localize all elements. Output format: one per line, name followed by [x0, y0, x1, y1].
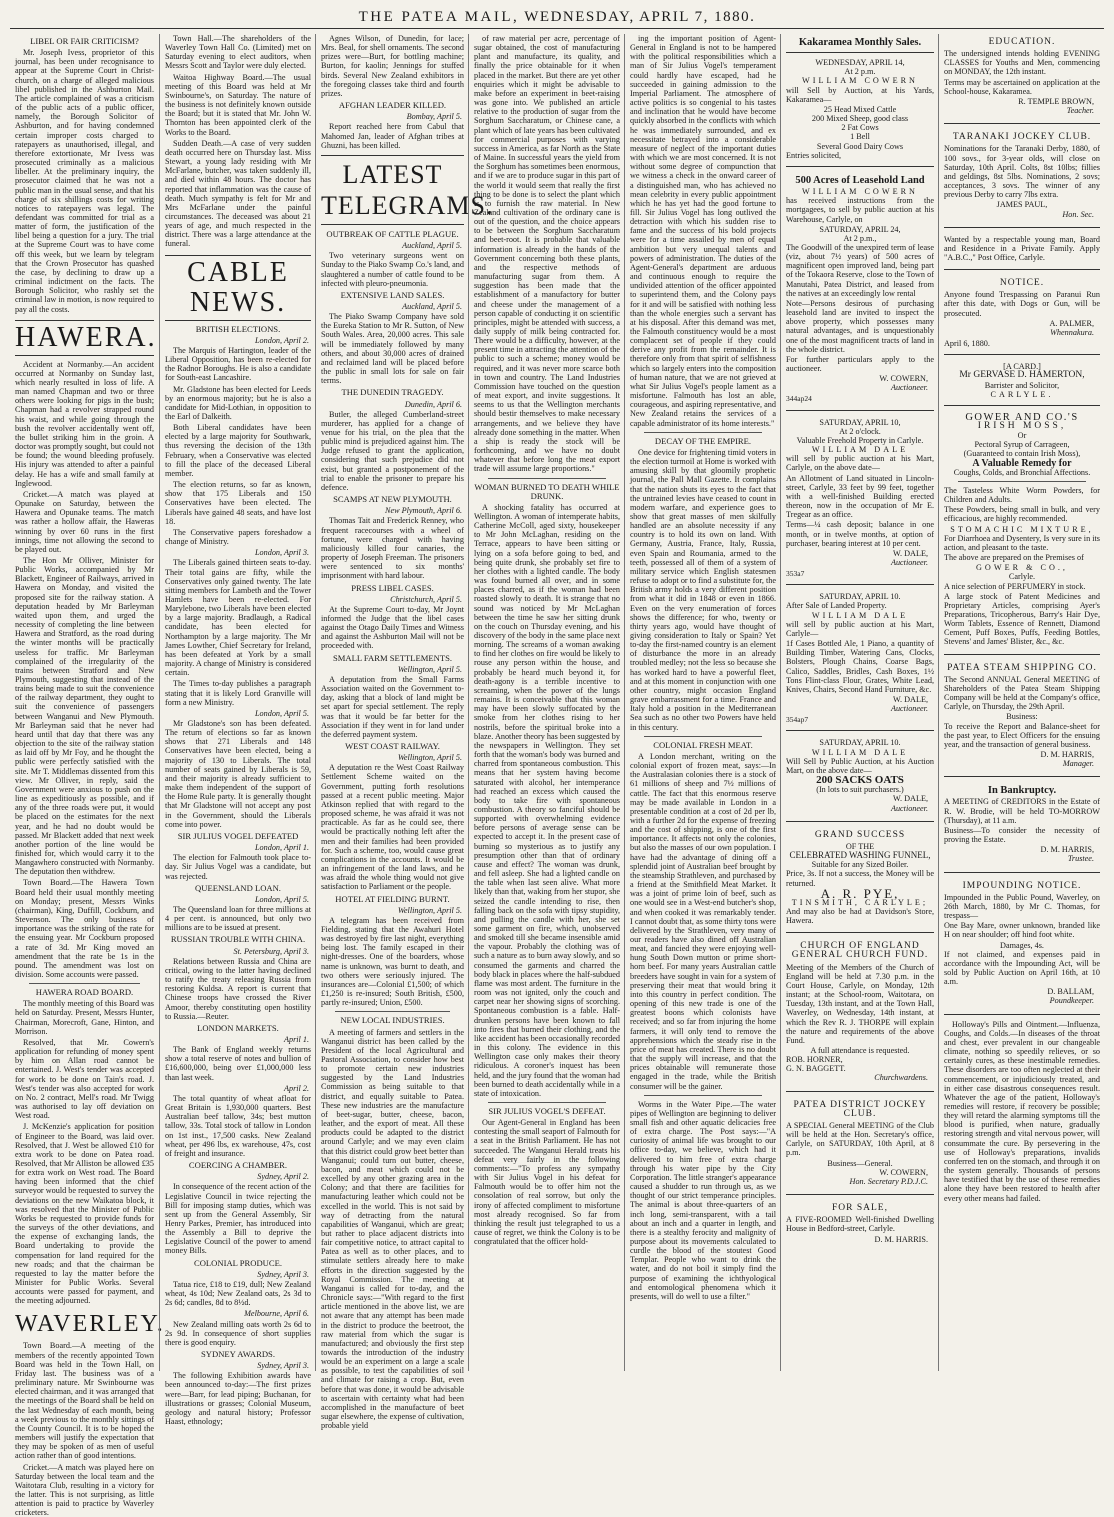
ad-body: A MEETING of CREDITORS in the Estate of R. W. Brodie, will be held TO-MORROW (Thursday), at 11 a.m.: [944, 797, 1100, 824]
column-6-advertisements: [780, 34, 939, 1371]
dateline: St. Petersburg, April 3.: [165, 947, 309, 956]
town-hall-para: Town Hall.—The shareholders of the Waverley Town Hall Co. (Limited) met on Saturday evening to elect auditors, when Messrs Scott and Taylor were duly elected.: [165, 34, 311, 71]
decay-heading: DECAY OF THE EMPIRE.: [630, 437, 776, 446]
industries-continued-para: of raw material per acre, percentage of sugar obtained, the cost of manufacturing plant and manufacture, its quality, and finally the price obtainable for it when placed in the market. But there are yet other enquiries which it might be advisable to make before an experiment in beet-raising was gone into. We published an article relative to the production of sugar from the Sorghum Saccharatum, or Chinese cane, a plant which of late years has been cultivated for commercial purposes with varying success in America, as far North as the State of Maine. In successful years the yield from the Sorghum has sometimes been enormous, and if we are to produce sugar in this part of the world it would seem that really the first thing to be done is to select the plant which is to furnish the raw material. In New Zealand cultivation of the ordinary cane is out of the question, and the choice appears to be between the Sorghum Saccharatum and beet-root. It is probable that valuable information is already in the hands of the Government concerning both these plants, and the respective methods of manufacturing sugar from them. A suggestion has been made that the establishment of a manufactory for butter and cheese under the management of a person capable of conducting it on scientific principles, might be attended with success, a daily supply of milk being contracted for. There would be a difficulty, however, at the present time in attracting the attention of the public to such a scheme; money would be required, and it was never more scarce both in town and country. The Land Industries Commission have touched on the question of meat export, and invite suggestions. It seems to us that the Wellington merchants should bestir themselves to make necessary arrangements, and we believe they have already done something in the matter. When a ship is ready the stock will be forthcoming, and we have no doubt whatever that before long the meat export trade will assume large proportions.": [474, 34, 620, 474]
queensland-loan-heading: QUEENSLAND LOAN.: [165, 884, 311, 893]
divider: [944, 1014, 1100, 1015]
decay-para: One device for frightening timid voters in the election turmoil at Home is worked with amusing skill by that gloomily prophetic journal, the Pall Mall Gazette. It complains that the nation shuts its eyes to the fact that the untrained levies have ceased to count in modern warfare, and experience goes to show that great masses of men skilfully handled are an absolute necessity if any country is to hold its own on land. With Germany, Austria, France, Italy, Russia, even Spain and Roumania, armed to the teeth, possessed all of them of a system of military service which English statesmen refuse to adopt or to find a substitute for, the British army holds a very different position from what it did in 1848 or even in 1866. Even on the very enumeration of forces shows the difference; for who, twenty or thirty years ago, would have thought of giving consideration to Italy or Spain? Yet to-day the first-named country is an element of disturbance the more in an already troubled medley; not the less so because she has worked hard to have a powerful fleet, and at this moment in conjunction with one other country, might occasion England grave embarrassment for a time. France and Italy hold a position in the Mediterranean Sea such as no other two Powers have held in this century.: [630, 448, 776, 732]
church-fund-ad: [786, 938, 934, 1085]
ad-body: will sell by public auction at his Mart, Carlyle, on the above date—: [786, 454, 934, 472]
dateline: New Plymouth, April 6.: [321, 506, 462, 515]
dateline: London, April 2.: [165, 336, 309, 345]
ad-line: Business:: [944, 712, 1100, 721]
hawera-heading: HAWERA.: [15, 320, 154, 356]
dateline: Bombay, April 5.: [321, 112, 462, 121]
hawera-cricket: Cricket.—A match was played at Opunake on Saturday, between the Hawera and Opunake teams. The match was rather a hollow affair, the Haweras winning by over 60 runs in the first innings, time not allowing the second to be played out.: [15, 490, 154, 554]
divider: [786, 52, 934, 53]
west-coast-heading: WEST COAST RAILWAY.: [321, 742, 464, 751]
elections-para-1: The Marquis of Hartington, leader of the Liberal Opposition, has been re-elected for the Radnor Boroughs. He is also a candidate for South-east Lancashire.: [165, 346, 311, 383]
small-farm-heading: SMALL FARM SETTLEMENTS.: [321, 654, 464, 663]
vogel-continued-para: ing the important position of Agent-General in England is not to be hampered with the political responsibilities which a man of Sir Julius Vogel's temperament could hardly have escaped, had he succeeded in gaining admission to the Imperial Parliament. The atmosphere of active politics is so congenial to his tastes and inclination that he would have become quickly absorbed in the conflicts with which he was immediately surrounded, and ex necessitate betrayed into a considerable measure of neglect of the important duties with which we are most concerned. It is not without some degree of compunction that we witness a check in the onward career of a distinguished man, who has achieved no mean celebrity in every public appointment which he has yet had the good fortune to fill. Sir Julius Vogel has long outlived the detraction with which his sudden rise to fame and the success of his bold projects were for a time assailed by men of equal ambition but very unequal talents and powers of administration. The duties of the Agent-General's department are arduous and continuous enough to require the undivided attention of the officer appointed to superintend them, and the Colony pays for it and will be satisfied with nothing less than the whole energies such a servant has at his disposal. After this demand was met, the Falmouth constituency would be a most complacent set of people if they could derive any profit from the remainder. It is therefore only from that spirit of selfishness which so largely enters into the composition of human nature, that we are not grieved at what Sir Julius Vogel's people lament as a misfortune. Falmouth has lost an able, courageous, and aspiring representative, and New Zealand retains the services of a capable administrator of its home interests.": [630, 34, 776, 428]
road-board-para-1: The monthly meeting of this Board was held on Saturday. Present, Messrs Hunter, Chairman, Morecroft, Gane, Hinton, and Morrison.: [15, 999, 154, 1036]
divider: [644, 736, 762, 737]
ad-line: Coughs, Colds, and Bronchial Affections.: [944, 468, 1100, 477]
awards-continued-para: Agnes Wilson, of Dunedin, for lace; Mrs. Beal, for shell ornaments. The second prizes were—Burt, for bottling machine; Burton, for kaolin; Jennings for stuffed birds. Several New Zealand exhibitors in the foregoing classes take third and fourth prizes.: [321, 34, 464, 98]
ad-heading: 500 Acres of Leasehold Land: [786, 176, 934, 185]
columns: [10, 34, 1104, 1371]
education-ad: [944, 34, 1100, 118]
ad-signature-role: Churchwardens.: [786, 1073, 928, 1082]
solicitor-card-ad: [944, 360, 1100, 400]
ad-note: For further particulars apply to the auctioneer.: [786, 355, 934, 373]
road-board-para-3: J. McKenzie's application for position of Engineer to the Board, was laid over. Resolved, that J. West be allowed £10 for extra work to be done on Patea road. Resolved, that Mr Alliston be allowed £35 for extra work on West road. The Board having been informed that the chief surveyor would be requested to survey the deviations on the new Waikatoa block, it was resolved that the Minister of Public Works be requested to provide funds for the surveys of the other deviations, and the expense of exchanging lands, the Board undertaking to provide the compensation for land required for the new roads; and that the chairman be requested to lay the matter before the Minister for Public Works. Several accounts were passed for payment, and the meeting adjourned.: [15, 1122, 154, 1305]
elections-para-4: The election returns, so far as known, show that 175 Liberals and 150 Conservatives have been elected. The Liberals have gained 48 seats, and have lost 18.: [165, 480, 311, 526]
coercing-heading: COERCING A CHAMBER.: [165, 1161, 311, 1170]
column-5: [624, 34, 781, 1371]
ad-line: OF THE: [786, 842, 934, 851]
ad-reference: 344ap24: [786, 394, 934, 403]
ad-date: SATURDAY, APRIL 10.: [786, 738, 934, 747]
masthead-paper-name: THE PATEA MAIL,: [359, 9, 520, 25]
ad-name: Mr GERVASE D. HAMERTON,: [944, 371, 1100, 380]
masthead: [10, 6, 1104, 29]
ad-body: Will Sell by Public Auction, at his Auction Mart, on the above date—: [786, 757, 934, 775]
divider: [944, 776, 1100, 777]
ad-date: SATURDAY, APRIL 10,: [786, 418, 934, 427]
ad-body: The Second ANNUAL General MEETING of Shareholders of the Patea Steam Shipping Company will be held at the Company's office, Carlyle, on Thursday, the 29th April.: [944, 675, 1100, 712]
ad-merchant: A. R. PYE,: [786, 889, 934, 898]
tragedy-para: Butler, the alleged Cumberland-street murderer, has applied for a change of venue for his trial, on the plea that the public mind is prejudiced against him. The Judge refused to grant the application, considering that such prejudice did not exist, but granted a postponement of the trial to enable the prisoner to prepare his defence.: [321, 410, 464, 492]
ad-item: 200 Mixed Sheep, good class: [786, 114, 934, 123]
ad-signature-role: Hon. Secretary P.D.J.C.: [786, 1177, 928, 1186]
ad-tagline: A Valuable Remedy for: [944, 459, 1100, 468]
ad-body: Terms may be ascertained on application at the School-house, Kakaramea.: [944, 78, 1100, 96]
dateline: April 1.: [165, 1035, 309, 1044]
ad-note: Note—Persons desirous of purchasing leasehold land are invited to inspect the above property, which possesses many natural advantages, and is unquestionably one of the most magnificent tracts of land in the whole district.: [786, 299, 934, 354]
ad-heading: FOR SALE,: [786, 1204, 934, 1213]
ad-body: For Diarrhoea and Dysentery, Is very sure in its action, and pleasant to the taste.: [944, 534, 1100, 552]
telegrams-heading: TELEGRAMS.: [321, 192, 464, 219]
dateline: Wellington, April 5.: [321, 906, 462, 915]
ad-signature: ROB. HORNER,: [786, 1055, 934, 1064]
vogel-defeat-para: Our Agent-General in England has been contesting the small seaport of Falmouth for a seat in the British Parliament. He has not succeeded. The Wanganui Herald treats his defeat very fairly in the following comments:—"To profess any sympathy with Sir Julius Vogel in his defeat for Falmouth would be to offer him not the consolation of real sorrow, but only the irony of affected compliment to misfortune most already recognised. So far from thinking the result just telegraphed to us a cause of regret, we think the Colony is to be congratulated that the officer hold-: [474, 1118, 620, 1246]
ad-body: An Allotment of Land situated in Lincoln-street, Carlyle, 33 feet by 99 feet, together with a well-finished Building erected thereon, now in the occupation of Mr E. Tregear as an office.: [786, 474, 934, 520]
ad-signature: A. PALMER,: [944, 319, 1094, 328]
small-farm-para: A deputation from the Small Farms Association waited on the Government to-day, asking that a block of land might be set apart for special settlement. The reply was that it would be far better for the Association if they went in for land under the deferred payment system.: [321, 675, 464, 739]
markets-para-1: The Bank of England weekly returns show a total reserve of notes and bullion of £16,600,000, being over £1,000,000 less than last week.: [165, 1045, 311, 1082]
district-jockey-club-ad: [786, 1097, 934, 1189]
ad-body: Wanted by a respectable young man, Board and Residence in a Private Family. Apply "A.B.C.," Post Office, Carlyle.: [944, 235, 1100, 262]
hawera-minister: The Hon Mr Olliver, Minister for Public Works, accompanied by Mr Blackett, Engineer of Railways, arrived in Hawera on Monday, and visited the proposed site for the railway station. A deputation headed by Mr Barleyman waited upon them, and urged the necessity of completing the line between Hawera and Stratford, as the road during the winter months will be practically useless for traffic. Mr Barleyman complained of the irregularity of the trains between Stratford and New Plymouth, suggesting that instead of the trains being made to suit the convenience of the railway department, they ought to suit the convenience of passengers between Wanganui and New Plymouth. Mr Barleyman said that he never had heard until that day that there was any objection to the site of the railway station as laid off by Mr Foy, and he thought the public were perfectly satisfied with the site. Mr T. Middlemas dissented from this view. Mr Olliver, in reply, said the Government were anxious to push on the line as expeditiously as possible, and if any of the three roads were put, it would be placed on the estimates for the next year, and he had no doubt would be passed. Mr Blackett added that next week another portion of the line would be finished for, which would carry it to the Mangawhero constructed with Normanby. The deputation then withdrew.: [15, 556, 154, 876]
bankruptcy-ad: [944, 782, 1100, 866]
ad-body: has received instructions from the mortgagees, to sell by public auction at his Warehouse, Carlyle, on: [786, 196, 934, 223]
hotel-para: A telegram has been received from Fielding, stating that the Awahuri Hotel was destroyed by fire last night, everything being lost. The family escaped in their night-dresses. One of the boarders, whose name is unknown, was burnt to death, and two others were seriously injured. The insurances are—Colonial £1,500; of which £1,250 is re-insured; South British, £500, partly re-insured; Union, £500.: [321, 916, 464, 1008]
ad-body: Anyone found Trespassing on Paranui Run after this date, with Dogs or Gun, will be prosecuted.: [944, 290, 1100, 317]
freehold-property-ad: [786, 416, 934, 580]
russia-para: Relations between Russia and China are critical, owing to the latter having declined to ratify the treaty releasing Russia from restoring Kuldsa. A report is current that Chinese troops have crossed the River Amoor, thereby constituting open hostility to Russia.—Reuter.: [165, 957, 311, 1021]
ad-signature-role: Auctioneer.: [786, 558, 928, 567]
holloway-ad: Holloway's Pills and Ointment.—Influenza, Coughs, and Colds.—In diseases of the throat and chest, ever prevalent in our changeable climate, nothing so speedily relieves, or so certainly cures, as these inestimable remedies. These disorders are too often neglected at their commencement, or injudiciously treated, and in either case disastrous consequences result. Whatever the age of the patient, Holloway's remedies will restore, if recovery be possible; they will retard the alarming symptoms till the blood is purified, when nature, gradually restoring strength and vital nervous power, will consummate the cure. By persevering in the use of Holloway's preparations, invalids conferred ten on the stomach, and through it on the system generally. Thousands of persons have testified that by the use of these remedies alone they have been restored to health after every other means had failed.: [944, 1020, 1100, 1203]
ad-item: Several Good Dairy Cows: [786, 142, 934, 151]
auctioneer-name: WILLIAM COWERN: [786, 76, 934, 85]
ad-body: The Goodwill of the unexpired term of lease (viz, about 7½ years) of 500 acres of magnificent open improved land, being part of the Tokaora Reserve, close to the Town of Manutahi, Patea District, and leased from the natives at an exceedingly low rental: [786, 243, 934, 298]
divider: [488, 478, 606, 479]
ad-signature: G. N. BAGGETT.: [786, 1064, 934, 1073]
ad-line: Or: [944, 431, 1100, 440]
elections-para-3: Both Liberal candidates have been elected by a large majority for Southwark, thus reversing the decision of the 13th February, when a Conservative was elected to fill the place of the deceased Liberal member.: [165, 423, 311, 478]
ad-title: Barrister and Solicitor,: [944, 381, 1100, 390]
ad-body: A FIVE-ROOMED Well-finished Dwelling House in Bedford-street, Carlyle.: [786, 1215, 934, 1233]
for-sale-ad: [786, 1200, 934, 1245]
ad-body: Nominations for the Taranaki Derby, 1880, of 100 sovs., for 3-year olds, will close on Saturday, 10th April. Colts, 8st 10lbs; fillies and geldings, 8st 5lbs. Nominations, 2 sovs; acceptances, 3 sovs. The winner of any previous Derby to carry 7lbs extra.: [944, 144, 1100, 199]
ad-body: The above are prepared on the Premises of: [944, 553, 1100, 562]
press-libel-para: At the Supreme Court to-day, Mr Joynt informed the Judge that the libel cases against the Otago Daily Times and Witness and against the Ashburton Mail will not be proceeded with.: [321, 605, 464, 651]
divider: [944, 654, 1100, 655]
worms-para: Worms in the Water Pipe.—The water pipes of Wellington are beginning to deliver small fish and other aquatic delicacies free of extra charge. The Post says:—"A curiosity of animal life was brought to our office to-day, we believe, which had it delivered to him free of extra charge through his water pipe by the City Corporation. The little stranger's appearance caused a shudder to run through us, as we thought of our strict temperance principles. The animal is about three-quarters of an inch long, semi-transparent, with a tail about an inch and a quarter in length, and there is a stealthy ferocity and malignity of purpose about its movements calculated to curdle the blood of the stoutest Good Templar. People who want to drink the water, and do not boil it simply find the purpose of examining the ichthyological and entomological phenomena which it presents, will do well to use a filter.": [630, 1100, 776, 1301]
divider: [644, 432, 762, 433]
column-7-advertisements: [938, 34, 1105, 1371]
hawera-town-board: Town Board.—The Hawera Town Board held their usual monthly meeting on Monday; present, Messrs Winks (chairman), King, Duffill, Cockburn, and Stevenson. The only business of importance was the striking of the rate for the ensuing year. Mr Cockburn proposed a rate of 3d. Mr King moved an amendment that the rate be 1s in the pound. The amendment was lost on division. Some accounts were passed.: [15, 878, 154, 979]
ad-date: WEDNESDAY, APRIL 14,: [786, 58, 934, 67]
ad-signature: W. DALE,: [786, 695, 928, 704]
ad-signature: R. TEMPLE BROWN,: [944, 97, 1094, 106]
scamps-para: Thomas Tait and Frederick Renney, who frequent racecourses with a wheel of fortune, were charged with having maliciously killed four canaries, the property of Joseph Freeman. The prisoners were sentenced to six months' imprisonment with hard labour.: [321, 516, 464, 580]
fresh-meat-para: A London merchant, writing on the colonial export of frozen meat, says:—In the Australasian colonies there is a stock of 61 millions of sheep and 7½ millions of cattle. The fact that this enormous reserve may be made available in London in a presentable condition at a cost of 2d per lb, with a further 2d for the expense of freezing and the cost of shipping, is one of the first importance. It affects not only the colonies, but also the masses of our own population. I have had the advantage of dining off a splendid joint of Australian beef brought by the steamship Strathleven, and purchased by a friend at the Smithfield Meat Market. It was a joint of prime loin of beef, such as one would see in a West-end butcher's shop, and when cooked it was remarkably tender. I cannot doubt that, as some thirty tons were delivered by the Strathleven, very many of our readers have also dined off Australian meat, and fancied they were enjoying well-hung South Down mutton or prime short-horn beef. For many years Australian cattle breeders have sought in vain for a system of preserving their meat that would bring it into this country in perfect condition. The opening of this new trade is one of the greatest boons which colonists have received; and so far from injuring the home farmers, it will only tend to remove the apprehensions which the steady rise in the price of meat has created. There is no doubt that the supply will increase, and that the prices obtainable will remunerate those engaged in the trade, while the British consumer will be the gainer.: [630, 752, 776, 1091]
divider: [786, 1194, 934, 1195]
ad-signature: D. M. HARRIS,: [944, 750, 1094, 759]
ad-signature-role: Auctioneer.: [786, 704, 928, 713]
ad-signature-place: Whennakura.: [944, 328, 1094, 337]
dateline: Sydney, April 2.: [165, 1172, 309, 1181]
ad-signature: W. DALE,: [786, 794, 928, 803]
ad-heading: PATEA STEAM SHIPPING CO.: [944, 664, 1100, 673]
column-3: [315, 34, 469, 1371]
ad-body: The Tasteless White Worm Powders, for Children and Adults.: [944, 486, 1100, 504]
dateline: Sydney, April 3.: [165, 1270, 309, 1279]
ad-heading: Kakaramea Monthly Sales.: [786, 38, 934, 47]
elections-para-5: The Conservative papers foreshadow a change of Ministry.: [165, 528, 311, 546]
dateline: London, April 5.: [165, 895, 309, 904]
dateline: Wellington, April 5.: [321, 753, 462, 762]
divider: [944, 123, 1100, 124]
ad-trade: TINSMITH, CARLYLE;: [786, 898, 934, 907]
washing-funnel-ad: [786, 827, 934, 928]
auctioneer-name: WILLIAM COWERN: [786, 187, 934, 196]
dateline: Christchurch, April 5.: [321, 595, 462, 604]
afghan-heading: AFGHAN LEADER KILLED.: [321, 101, 464, 110]
ad-signature-role: Manager.: [944, 759, 1094, 768]
divider: [786, 410, 934, 411]
elections-para-7: The Times to-day publishes a paragraph stating that it is likely Lord Granville will form a new Ministry.: [165, 679, 311, 706]
produce-para-2: New Zealand milling oats worth 2s 6d to 2s 9d. In consequence of short supplies there is good enquiry.: [165, 1320, 311, 1347]
ad-heading: NOTICE.: [944, 279, 1100, 288]
libel-heading: LIBEL OR FAIR CRITICISM?: [15, 37, 154, 46]
elections-para-8: Mr Gladstone's son has been defeated. The return of elections so far as known shows that 271 Liberals and 148 Conservatives have been elected, being a majority of 130 to Liberals. The total number of seats gained by Liberals is 59, and their majority is already sufficient to make them independent of the support of the Home Rule party. It is generally thought that Mr Gladstone will not accept any post in the Government, should the Liberals come into power.: [165, 719, 311, 829]
dateline: Sydney, April 3.: [165, 1361, 309, 1370]
ad-body: Business—To consider the necessity of proving the Estate.: [944, 826, 1100, 844]
ad-note: Business—General.: [786, 1159, 934, 1168]
ad-note: Entries solicited,: [786, 151, 934, 160]
sudden-death-para: Sudden Death.—A case of very sudden death occurred here on Thursday last. Miss Stewart, a young lady residing with Mr McFarlane, butcher, was taken suddenly ill, and died within 48 hours. The doctor has reported that inflammation was the cause of death. Much sympathy is felt for Mr and Mrs McFarlane under the painful circumstances. The deceased was about 21 years of age, and much respected in the district. There was a large attendance at the funeral.: [165, 139, 311, 249]
ad-signature-role: Auctioneer.: [786, 383, 928, 392]
elections-para-6: The Liberals gained thirteen seats to-day. Their total gains are fifty, while the Conservatives only gained twenty. The late sitting members for Lambeth and the Tower Hamlets have been re-elected. For Marylebone, two Liberals have been elected by a large majority. Bradlaugh, a Radical candidate, has been elected for Northampton by a large majority. The Mr James Lowther, Chief Secretary for Ireland, has been defeated at York by a small majority. A change of Ministry is considered certain.: [165, 558, 311, 677]
auctioneer-name: WILLIAM DALE: [786, 748, 934, 757]
divider: [944, 269, 1100, 270]
ad-signature: W. COWERN,: [786, 1168, 928, 1177]
press-libel-heading: PRESS LIBEL CASES.: [321, 584, 464, 593]
ad-reference: 354ap7: [786, 715, 934, 724]
afghan-para: Report reached here from Cabul that Mahomed Jan, leader of Afghan tribes at Ghuzni, has been killed.: [321, 122, 464, 149]
tragedy-heading: THE DUNEDIN TRAGEDY.: [321, 388, 464, 397]
woman-burned-para: A shocking fatality has occurred at Wellington. A woman of intemperate habits, Catherine McColl, aged sixty, housekeeper to Mr John McLaghan, residing on the Terrace, appears to have been sitting or lying on a sofa before going to bed, and being quite drunk, she probably set fire to her clothes with a lighted candle. The body was found burned all over, and in some places charred, as if the woman had been roasted slowly to death. It is strange that no sound was noticed by Mr McLaghan between the time he saw her sitting drunk on the couch on Thursday evening, and his discovery of the body in the same place next morning. The screams of a woman awaking to find her clothes on fire would be likely to rouse any person within the house, and probably be heard much beyond it, for death-agony is a terrible incentive to screaming, when the power of the lungs remains. It is conceivable that this woman may have been slowly suffocated by the smoke from her clothes rising to her nostrils, before the spiritual broke into a blaze. Another theory has been suggested by the newspapers in Wellington. They set forth that the woman's body was burned and charred from spontaneous combustion. This means that her system having become saturated with alcohol, her intemperance had reached an excess which caused the body to take fire with spontaneous combustion. A theory so fanciful should be supported with overwhelming evidence before persons of average sense can be expected to accept it. In the present case of burning so mysterious as to justify any presumption other than that of ordinary cause and effect? The woman was drunk, and fell asleep. She had a lighted candle on the table when last seen alive. What more likely than that, waking from her stupor, she seized the candle intending to rise, then falling back on the sofa with tipsy stupidity, and pulling the candle with her, she set some garment on fire, which, unobserved and smoked till she became insensible amid the vapour. Probably the clothing was of such a nature as to burn away slowly, and so consumed the garments and charred the body black in places where the half-subdued flame was most ardent. The furniture in the room was not ignited, only the couch and carpet near her showing signs of scorching. Spontaneous combustion is a fable. Half-drunken persons have been known to fall into fires that burned their clothing, and the like accident has been occasionally recorded in this colony. The evidence in this Wellington case only makes their theory ridiculous. A coroner's inquest has been held, and the jury found that the woman had been burned to death accidentally while in a state of intoxication.: [474, 503, 620, 1098]
ad-label: [A CARD.]: [944, 362, 1100, 371]
ad-item: 1 Bell: [786, 132, 934, 141]
ad-body: One Bay Mare, owner unknown, branded like H on near shoulder; off hind foot white.: [944, 921, 1100, 939]
ad-body: To receive the Report and Balance-sheet for the past year, to Elect Officers for the ensuing year, and the transaction of general business.: [944, 722, 1100, 749]
produce-para-1: Tatua rice, £18 to £19, dull; New Zealand wheat, 4s 10d; New Zealand oats, 2s 3d to 2s 6d; candles, 8d to 8½d.: [165, 1280, 311, 1307]
divider: [786, 821, 934, 822]
ad-signature: W. COWERN,: [786, 374, 928, 383]
ad-price: Price, 3s. If not a success, the Money will be returned.: [786, 869, 934, 887]
ad-product: CELEBRATED WASHING FUNNEL,: [786, 851, 934, 860]
column-1: [10, 34, 159, 1371]
divider: [958, 481, 1086, 482]
scamps-heading: SCAMPS AT NEW PLYMOUTH.: [321, 495, 464, 504]
ad-note: A full attendance is requested.: [786, 1046, 934, 1055]
industries-heading: NEW LOCAL INDUSTRIES.: [321, 1016, 464, 1025]
ad-place: Carlyle.: [944, 572, 1100, 581]
divider: [944, 227, 1100, 228]
coercing-para: In consequence of the recent action of the Legislative Council in twice rejecting the Bill for imposing stamp duties, which was sent up from the General Assembly, Sir Henry Parkes, Premier, has introduced into the Assembly a Bill to deprive the Legislative Council of the power to amend money Bills.: [165, 1182, 311, 1255]
ad-body: will sell by public auction at his Mart, Carlyle—: [786, 620, 934, 638]
divider: [786, 1091, 934, 1092]
vogel-defeated-heading: SIR JULIUS VOGEL DEFEATED: [165, 832, 311, 841]
west-coast-para: A deputation re the West Coast Railway Settlement Scheme waited on the Government, putting forth resolutions passed at a recent public meeting. Major Atkinson replied that with regard to the proposed scheme, he was afraid it was not practicable. As far as he could see, there would be practically nothing left after the men and their families had been provided for. Such a scheme, too, would cause great complications in the accounts. It would be an infringement of the land laws, and he was afraid the whole thing would not give satisfaction to Parliament or the people.: [321, 763, 464, 891]
ad-body: will Sell by Auction, at his Yards, Kakaramea—: [786, 86, 934, 104]
ad-signature-role: Trustee.: [944, 854, 1094, 863]
after-sale-ad: [786, 590, 934, 725]
vogel-defeat-heading: SIR JULIUS VOGEL'S DEFEAT.: [474, 1107, 620, 1116]
divider: [321, 155, 464, 156]
industries-para: A meeting of farmers and settlers in the Wanganui district has been called by the President of the local Agricultural and Pastoral Association, to consider how best to promote certain new industries suggested by the Land Industries Commission as being suitable to that district, and equally suitable to Patea. These new industries are the manufacture of beet-sugar, butter, cheese, bacon, leather, and the export of meat. All these products could be adapted to the district around Carlyle; and we may even claim that this district could grow beet better than Wanganui; could turn out butter, cheese, bacon, and meat which could not be excelled by any other grazing area in the Colony; and that there are facilities for manufacturing leather which could not be excelled in the world. This is not said by way of detracting from the natural capabilities of Wanganui, which are great; but rather to place adjacent districts into fair competitive notice, to attract capital to Patea as well as to other places, and to stimulate settlers already here to make efforts in the direction suggested by the Royal Commission. The meeting at Wanganui is called for to-day, and the Chronicle says:—"With regard to the first article mentioned in the above list, we are not aware that any attempt has been made in the district to produce the beetroot, the raw material from which the sugar is manufactured; and obviously the first step towards the introduction of the industry would be an experiment on a large a scale as possible, to test the capabilities of soil and climate for raising a crop. But, even before that was done, it would be advisable to ascertain with certainty what had been accomplished in the manufacture of beet sugar elsewhere, the expense of cultivation, probable yield: [321, 1028, 464, 1431]
dateline: London, April 1.: [165, 843, 309, 852]
produce-heading: COLONIAL PRODUCE.: [165, 1259, 311, 1268]
ad-heading: TARANAKI JOCKEY CLUB.: [944, 133, 1100, 142]
dateline: Dunedin, April 6.: [321, 400, 462, 409]
ad-body: The undersigned intends holding EVENING CLASSES for Youths and Men, commencing on MONDAY, the 12th instant.: [944, 49, 1100, 76]
trespass-notice-ad: [944, 275, 1100, 349]
elections-para-2: Mr. Gladstone has been elected for Leeds by an enormous majority; but he is also a candidate for Mid-Lothian, in opposition to the Earl of Dalkeith.: [165, 385, 311, 422]
road-board-heading: HAWERA ROAD BOARD.: [15, 988, 154, 997]
ad-merchant: GOWER & CO.,: [944, 563, 1100, 572]
ad-date: SATURDAY, APRIL 24,: [786, 225, 934, 234]
ad-body: Impounded in the Public Pound, Waverley, on 26th March, 1880, by Mr C. Thomas, for trespass—: [944, 893, 1100, 920]
hotel-heading: HOTEL AT FIELDING BURNT.: [321, 895, 464, 904]
ad-title: After Sale of Landed Property.: [786, 601, 934, 610]
ad-note: (In lots to suit purchasers.): [786, 785, 934, 794]
divider: [944, 354, 1100, 355]
ad-body: 1f Cases Bottled Ale, 1 Piano, a quantity of Building Timber, Watering Cans, Clocks, Bolsters, Plough Chains, Coarse Bags, Calico, Saddles, Bridles, Cash Boxes, 1½ Tons Flint-class Flour, Grates, White Lead, Knives, Chairs, Second Hand Furniture, &c.: [786, 639, 934, 694]
cable-news-heading: CABLE NEWS.: [165, 255, 311, 321]
ad-signature: W. DALE,: [786, 549, 928, 558]
markets-para-2: The total quantity of wheat afloat for Great Britain is 1,930,000 quarters. Best Australian beef tallow, 34s; best mutton tallow, 33s. Total stock of tallow in London on 1st inst., 17,500 casks. New Zealand wheat, per 496 lbs, ex warehouse, 47s, cost of freight and insurance.: [165, 1094, 311, 1158]
ad-body: A nice selection of PERFUMERY in stock.: [944, 582, 1100, 591]
ad-body: A SPECIAL General MEETING of the Club will be held at the Hon. Secretary's office, Carlyle, on SATURDAY, 10th April, at 8 p.m.: [786, 1121, 934, 1158]
highway-board-para: Waitoa Highway Board.—The usual meeting of this Board was held at Mr Swinbourne's, on Saturday. The nature of the business is not definitely known outside the Board; but it is stated that Mr. John W. Thornton has been appointed clerk of the Works to the Board.: [165, 73, 311, 137]
hawera-accident: Accident at Normanby.—An accident occurred at Normanby on Sunday last, which nearly resulted in loss of life. A man named Chapman and two or three others were looking for pigs in the bush; Chapman had a revolver strapped round his waist, and while going through the bush the revolver accidentally went off, the bullet striking him in the groin. A doctor was promptly sought, but could not be found; the wound bleeding profusely. His injury was attended to after a painful delay. He has a wife and small family at Inglewood.: [15, 360, 154, 488]
kakaramea-sale-ad: [786, 34, 934, 161]
leasehold-land-ad: [786, 172, 934, 405]
ad-signature-role: Auctioneer.: [786, 804, 928, 813]
elections-heading: BRITISH ELECTIONS.: [165, 325, 311, 334]
vogel-defeated-para: The election for Falmouth took place to-day. Sir Julius Vogel was a candidate, but was rejected.: [165, 853, 311, 880]
ad-title: Valuable Freehold Property in Carlyle.: [786, 436, 934, 445]
wanted-ad: [944, 233, 1100, 264]
ad-signature: JAMES PAUL,: [944, 200, 1100, 209]
ad-line: Damages, 4s.: [944, 941, 1100, 950]
dateline: Auckland, April 5.: [321, 302, 462, 311]
ad-body: A large stock of Patent Medicines and Proprietary Articles, comprising Ayer's Preparations, Tricopherous, Barry's Hair Dye, Worm Tablets, Essence of Rennett, Diamond Cement, Puff Boxes, Puffs, Feeding Bottles, Stevens' and James' Blister, &c., &c.: [944, 592, 1100, 647]
waverley-town-board: Town Board.—A meeting of the members of the recently appointed Town Board was held in the Town Hall, on Friday last. The business was of a preliminary nature. Mr Swinbourne was elected chairman, and it was arranged that the meetings of the Board shall be held on the last Wednesday of each month, being a week previous to the monthly sittings of the County Council. It is to be hoped the members will justify the expectation that they may be spoken of as men of useful action rather than of good intentions.: [15, 1341, 154, 1460]
steam-shipping-ad: [944, 660, 1100, 772]
dateline: Wellington, April 5.: [321, 665, 462, 674]
ad-item: 200 SACKS OATS: [786, 776, 934, 785]
divider: [488, 1102, 606, 1103]
ad-body: These Powders, being small in bulk, and very efficacious, are highly recommended.: [944, 505, 1100, 523]
ad-line: (Guaranteed to contain Irish Moss),: [944, 449, 1100, 458]
woman-burned-heading: WOMAN BURNED TO DEATH WHILE DRUNK.: [474, 483, 620, 501]
ad-line: Pectoral Syrup of Carrageen,: [944, 440, 1100, 449]
ad-body: If not claimed, and expenses paid in accordance with the Impounding Act, will be sold by Public Auction on April 16th, at 10 a.m.: [944, 950, 1100, 987]
ad-signature-role: Poundkeeper.: [944, 996, 1094, 1005]
oats-sale-ad: [786, 736, 934, 815]
waverley-heading: WAVERLEY.: [15, 1311, 154, 1337]
fresh-meat-heading: COLONIAL FRESH MEAT.: [630, 741, 776, 750]
ad-date: April 6, 1880.: [944, 339, 1100, 348]
ad-heading: In Bankruptcy.: [944, 786, 1100, 795]
ad-product: STOMACHIC MIXTURE,: [944, 525, 1100, 534]
ad-note: And may also be had at Davidson's Store, Hawera.: [786, 907, 934, 925]
divider: [944, 872, 1100, 873]
ad-date: SATURDAY, APRIL 10.: [786, 592, 934, 601]
plague-heading: OUTBREAK OF CATTLE PLAGUE.: [321, 230, 464, 239]
divider: [321, 224, 464, 225]
divider: [786, 932, 934, 933]
column-2: [159, 34, 316, 1371]
ad-heading: GRAND SUCCESS: [786, 831, 934, 840]
auctioneer-name: WILLIAM DALE: [786, 611, 934, 620]
irish-moss-ad: [944, 411, 1100, 649]
ad-line: Suitable for any Sized Boiler.: [786, 860, 934, 869]
ad-heading: EDUCATION.: [944, 38, 1100, 47]
divider: [29, 983, 140, 984]
dateline: Melbourne, April 6.: [165, 1309, 309, 1318]
masthead-date: WEDNESDAY, APRIL 7, 1880.: [524, 9, 755, 25]
ad-signature: D. BALLAM,: [944, 987, 1094, 996]
dateline: Auckland, April 5.: [321, 241, 462, 250]
awards-para: The following Exhibition awards have been announced to-day:—The first prizes were—Barr, for lead piping; Buchanan, for illustrations or grasses; Colonial Museum, geology and natural history; Professor Haast, ethnology;: [165, 1371, 311, 1426]
dateline: April 2.: [165, 1084, 309, 1093]
divider: [786, 166, 934, 167]
waverley-cricket: Cricket.—A match was played here on Saturday between the local team and the Waitotara Club, resulting in a victory for the latter. This is not surprising, as little attention is paid to practice by Waverley cricketers.: [15, 1463, 154, 1517]
ad-terms: Terms—¼ cash deposit; balance in one month, or in twelve months, at option of purchaser, bearing interest at 10 per cent.: [786, 520, 934, 547]
ad-time: At 2 p.m.,: [786, 234, 934, 243]
ad-heading: PATEA DISTRICT JOCKEY CLUB.: [786, 1101, 934, 1119]
ad-product: IRISH MOSS,: [944, 422, 1100, 431]
land-sales-heading: EXTENSIVE LAND SALES.: [321, 291, 464, 300]
ad-heading: GOWER AND CO.'S: [944, 413, 1100, 422]
divider: [644, 1095, 762, 1096]
ad-signature: D. M. HARRIS.: [786, 1235, 928, 1244]
latest-heading: LATEST: [321, 161, 464, 188]
libel-article: Mr. Joseph Ivess, proprietor of this journal, has been under recognisance to appear at the Supreme Court in Christ-church, on a charge of alleged malicious libel published in the Ashburton Mail. The article complained of was a criticism of the public acts of a public officer, namely, the Borough Solicitor of Ashburton, and for having condemned certain improper costs charged to ratepayers as unauthorised, illegal, and therefore extortionate, Mr Ivess was prosecuted criminally as a malicious libeller. At the preliminary inquiry, the prosecutor claimed that he was not a public man in the usual sense, and that his charge of six shillings costs for writing notices to ratepayers was legal. The defendant was committed for trial as a matter of form, the justification of the libel being a question for a jury. The trial at the Supreme Court was to have come off this week, but we learn by telegram that the Crown Prosecutor has quashed the case, by declining to draw up a criminal indictment on the facts. The Borough Solicitor, who rashly set the criminal law in motion, is now required to pay all the costs.: [15, 48, 154, 314]
divider: [335, 1011, 450, 1012]
ad-body: Meeting of the Members of the Church of England will be held at 7.30 p.m. in the Court House, Carlyle, on Monday, 12th instant; at the School-room, Waitotara, on Tuesday, 13th instant, and at the Town Hall, Waverley, on Wednesday, 14th instant, at which the Rev R. J. THORPE will explain the nature and requirements of the above Fund.: [786, 963, 934, 1045]
land-sales-para: The Piako Swamp Company have sold the Eureka Station to Mr R. Sutton, of New South Wales. Area, 20,000 acres. This sale will be immediately followed by many others, and about 30,000 acres of drained and reclaimed land will be placed before the public in small lots for sale on fair terms.: [321, 312, 464, 385]
taranaki-jockey-club-ad: [944, 129, 1100, 221]
ad-item: 2 Fat Cows: [786, 123, 934, 132]
ad-signature-role: Teacher.: [944, 106, 1094, 115]
column-4: [468, 34, 625, 1371]
divider: [786, 584, 934, 585]
impounding-notice-ad: [944, 878, 1100, 1009]
ad-item: 25 Head Mixed Cattle: [786, 105, 934, 114]
auctioneer-name: WILLIAM DALE: [786, 445, 934, 454]
plague-para: Two veterinary surgeons went on Sunday to the Piako Swamp Co.'s land, and slaughtered a number of cattle found to be infected with pleuro-pneumonia.: [321, 251, 464, 288]
queensland-loan-para: The Queensland loan for three millions at 4 per cent. is announced, but only two millions are to be issued at present.: [165, 905, 311, 932]
ad-time: At 2 p.m.: [786, 67, 934, 76]
ad-signature-role: Hon. Sec.: [944, 210, 1094, 219]
divider: [786, 730, 934, 731]
dateline: London, April 5.: [165, 709, 309, 718]
awards-heading: SYDNEY AWARDS.: [165, 1350, 311, 1359]
divider: [944, 405, 1100, 406]
ad-signature: D. M. HARRIS,: [944, 845, 1094, 854]
markets-heading: LONDON MARKETS.: [165, 1024, 311, 1033]
road-board-para-2: Resolved, that Mr. Cowern's application for refunding of money spent by him on Allan road cannot be entertained. J. West's tender was accepted for work to be done on Tain's road. J. West's tender was also accepted for work on No. 2 contract, Mell's road. Mr Twigg was authorised to lay off deviation on West road.: [15, 1038, 154, 1120]
ad-time: At 2 o'clock.: [786, 427, 934, 436]
ad-reference: 353a7: [786, 569, 934, 578]
ad-heading: IMPOUNDING NOTICE.: [944, 882, 1100, 891]
ad-heading: CHURCH OF ENGLAND GENERAL CHURCH FUND.: [786, 942, 934, 960]
dateline: London, April 3.: [165, 548, 309, 557]
ad-place: CARLYLE.: [944, 390, 1100, 399]
russia-heading: RUSSIAN TROUBLE WITH CHINA.: [165, 935, 311, 944]
